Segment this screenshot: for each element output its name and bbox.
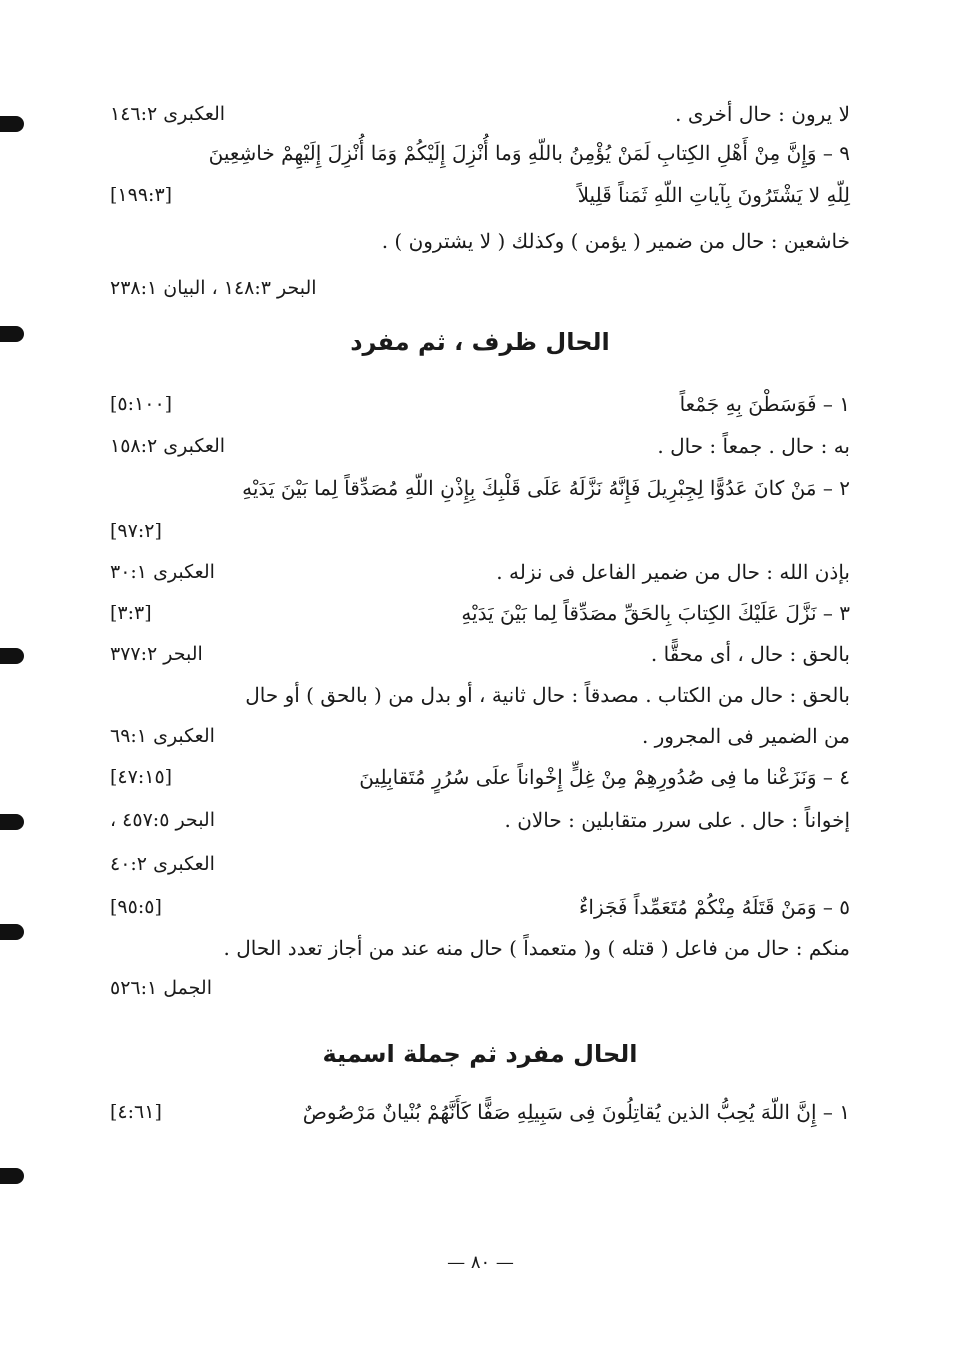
- line-text: ٤ – وَنَزَعْنا ما فِى صُدُورِهِمْ مِنْ غِلٍّ إِخْواناً علَى سُرُرٍ مُتَقابِلِينَ: [359, 765, 850, 789]
- line-ref: العكبرى ٤٠:٢: [110, 853, 215, 875]
- line-ref: العكبرى ٣٠:١: [110, 561, 215, 583]
- verse-ref: [٩٥:٥]: [110, 896, 162, 918]
- margin-mark: [0, 116, 24, 132]
- line-text: ٢ – مَنْ كانَ عَدُوًّا لِجِبْرِيلَ فَإِنَّهُ نَزَّلَهُ عَلَى قَلْبِكَ بِإِذْنِ اللّهِ مُصَدِّقاً لِما بَيْنَ يَدَيْهِ: [242, 476, 850, 500]
- block-2: [110, 382, 850, 1008]
- source-line: [110, 266, 850, 310]
- verse-line: [110, 510, 850, 552]
- margin-mark: [0, 1168, 24, 1184]
- line-text: ٣ – نَزَّلَ عَلَيْكَ الكِتابَ بِالحَقِّ مصَدِّقاً لِما بَيْنَ يَدَيْهِ: [461, 601, 850, 625]
- line-ref: البحر ٤٥٧:٥ ،: [110, 809, 215, 831]
- block-1: [110, 96, 850, 310]
- line-ref: العكبرى ١٥٨:٢: [110, 435, 226, 457]
- margin-mark: [0, 648, 24, 664]
- verse-ref: [٤٧:١٥]: [110, 766, 173, 788]
- line-ref: الجمل ٥٢٦:١: [110, 977, 212, 999]
- text-line: [110, 634, 850, 674]
- text-line: [110, 716, 850, 756]
- line-text: ١ – فَوَسَطْنَ بِهِ جَمْعاً: [679, 392, 850, 416]
- verse-ref: [٤:٦١]: [110, 1101, 162, 1123]
- text-line: [110, 426, 850, 466]
- text-line: [110, 798, 850, 842]
- line-text: ٥ – وَمَنْ قَتَلَهُ مِنْكُمْ مُتَعَمِّداً فَجَزاءٌ: [578, 895, 850, 919]
- text-line: [110, 552, 850, 592]
- line-text: به : حال . جمعاً : حال .: [657, 434, 850, 458]
- line-text: منكم : حال من فاعل ( قتله ) و( متعمداً ) حال منه عند من أجاز تعدد الحال .: [223, 936, 850, 960]
- verse-line: [110, 466, 850, 510]
- text-line: [110, 216, 850, 266]
- line-text: بالحق : حال من الكتاب . مصدقاً : حال ثانية ، أو بدل من ( بالحق ) أو حال: [245, 683, 850, 707]
- line-text: ٩ – وَإِنَّ مِنْ أَهْلِ الكِتابِ لَمَنْ يُؤْمِنُ باللّهِ وَما أُنْزِلَ إِلَيْكُمْ وَمَا أُنْزِلَ إِلَيْهِمْ خاشِعِينَ: [208, 141, 850, 165]
- line-ref: العكبرى ١٤٦:٢: [110, 103, 226, 125]
- line-text: لِلّهِ لا يَشْتَرُونَ بِآياتِ اللّهِ ثَمَناً قَلِيلاً: [577, 183, 850, 207]
- verse-ref: [٩٧:٢]: [110, 520, 162, 542]
- verse-line: [110, 756, 850, 798]
- verse-line: [110, 382, 850, 426]
- margin-mark: [0, 814, 24, 830]
- verse-line: [110, 886, 850, 928]
- verse-line: [110, 1090, 850, 1134]
- line-text: بإذن الله : حال من ضمير الفاعل فى نزله .: [496, 560, 850, 584]
- block-3: [110, 1090, 850, 1134]
- line-ref: البحر ٣٧٧:٢: [110, 643, 203, 665]
- margin-mark: [0, 326, 24, 342]
- verse-ref: [١٩٩:٣]: [110, 184, 173, 206]
- verse-ref: [٣:٣]: [110, 602, 152, 624]
- verse-line: [110, 174, 850, 216]
- verse-ref: [٥:١٠٠]: [110, 393, 173, 415]
- source-line: [110, 842, 850, 886]
- text-line: [110, 96, 850, 132]
- verse-line: [110, 592, 850, 634]
- text-line: [110, 674, 850, 716]
- line-ref: البحر ١٤٨:٣ ، البيان ٢٣٨:١: [110, 277, 317, 299]
- line-text: ١ – إِنَّ اللّهَ يُحِبُّ الذين يُقاتِلُونَ فِى سَبِيلِهِ صَفًّا كَأَنَّهُمْ بُنْيانٌ مَرْصُوصٌ: [302, 1100, 850, 1124]
- line-ref: العكبرى ٦٩:١: [110, 725, 215, 747]
- section-heading: الحال ظرف ، ثم مفرد: [350, 328, 610, 356]
- section-heading: الحال مفرد ثم جملة اسمية: [322, 1040, 638, 1068]
- line-text: إخواناً : حال . على سرر متقابلين : حالان .: [504, 808, 850, 832]
- line-text: بالحق : حال ، أى محقًّا .: [650, 642, 850, 666]
- line-text: خاشعين : حال من ضمير ( يؤمن ) وكذلك ( لا يشترون ) .: [381, 229, 850, 253]
- margin-mark: [0, 924, 24, 940]
- page-body: [110, 96, 850, 1134]
- page-number: — ٨٠ —: [447, 1252, 514, 1273]
- line-text: من الضمير فى المجرور .: [641, 724, 850, 748]
- source-line: [110, 968, 850, 1008]
- line-text: لا يرون : حال أخرى .: [675, 102, 850, 126]
- text-line: [110, 928, 850, 968]
- verse-line: [110, 132, 850, 174]
